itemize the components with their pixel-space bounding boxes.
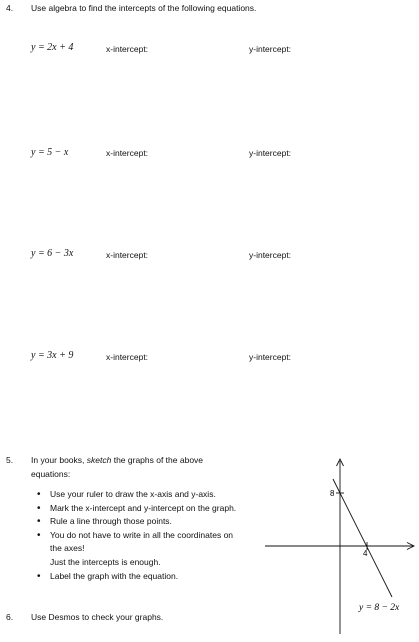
x-intercept-label-4: x-intercept:: [106, 352, 149, 362]
list-item: • Use your ruler to draw the x-axis and y-axis.: [36, 488, 261, 502]
list-item: • You do not have to write in all the coordinates on: [36, 529, 261, 543]
equation-1: y = 2x + 4: [31, 42, 74, 53]
list-item: • Rule a line through those points.: [36, 515, 261, 529]
question-4-instruction: Use algebra to find the intercepts of the following equations.: [31, 3, 257, 13]
graph-line: [333, 479, 392, 597]
question-6-number: 6.: [6, 612, 14, 622]
x-intercept-label-3: x-intercept:: [106, 250, 149, 260]
x-intercept-label-2: x-intercept:: [106, 148, 149, 158]
y-intercept-label-4: y-intercept:: [249, 352, 292, 362]
example-graph: [262, 455, 417, 637]
y-intercept-label-3: y-intercept:: [249, 250, 292, 260]
list-item: • Label the graph with the equation.: [36, 570, 261, 584]
graph-equation-label: y = 8 − 2x: [359, 603, 400, 613]
x-intercept-label: 4: [363, 549, 368, 558]
question-6-instruction: Use Desmos to check your graphs.: [31, 612, 164, 622]
equation-2: y = 5 − x: [31, 147, 69, 158]
list-item-continuation: the axes!: [50, 543, 85, 554]
x-intercept-label-1: x-intercept:: [106, 44, 149, 54]
y-intercept-label: 8: [330, 489, 335, 498]
list-item-continuation: Just the intercepts is enough.: [50, 556, 161, 567]
question-4-number: 4.: [6, 3, 14, 13]
y-intercept-label-2: y-intercept:: [249, 148, 292, 158]
question-5-text-a: In your books,: [31, 455, 87, 465]
question-5-number: 5.: [6, 455, 14, 465]
question-5-line-1: [31, 455, 203, 465]
question-5-text-b: the graphs of the above: [111, 455, 204, 465]
equation-4: y = 3x + 9: [31, 350, 74, 361]
y-intercept-label-1: y-intercept:: [249, 44, 292, 54]
question-5-line-2: equations:: [31, 469, 71, 479]
question-5-emphasis: sketch: [86, 455, 112, 465]
instruction-list: [36, 488, 261, 583]
equation-3: y = 6 − 3x: [31, 248, 74, 259]
list-item: • Mark the x-intercept and y-intercept on the graph.: [36, 502, 261, 516]
